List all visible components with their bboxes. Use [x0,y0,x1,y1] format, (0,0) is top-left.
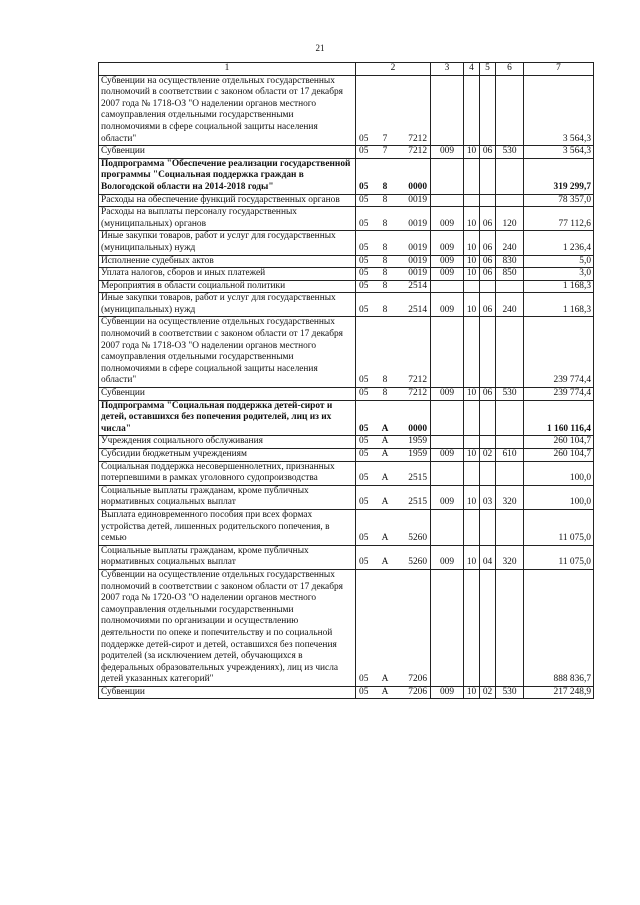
row-col6 [496,194,524,207]
header-cell: 2 [356,63,431,76]
row-code-cell [356,686,431,699]
row-name: Иные закупки товаров, работ и услуг для государственных (муниципальных) нужд [99,293,356,317]
row-col5: 06 [480,293,496,317]
row-code-cell [356,569,431,686]
row-col3 [431,400,464,436]
header-cell: 6 [496,63,524,76]
row-col6: 320 [496,485,524,509]
row-sum: 888 836,7 [524,569,594,686]
row-sum: 3 564,3 [524,146,594,159]
row-col6: 610 [496,449,524,462]
row-col5: 06 [480,388,496,401]
row-code-cell [356,400,431,436]
row-code-cell [356,485,431,509]
code-subsection: 7 [382,146,388,157]
row-col4: 10 [464,231,480,255]
row-col4: 10 [464,449,480,462]
row-sum: 100,0 [524,485,594,509]
row-name: Мероприятия в области социальной политики [99,280,356,293]
row-col6 [496,280,524,293]
row-col6: 850 [496,268,524,281]
row-col4 [464,461,480,485]
row-sum: 5,0 [524,255,594,268]
code-item: 2514 [408,304,427,315]
row-col3 [431,509,464,545]
code-section: 05 [359,181,369,192]
row-col4: 10 [464,268,480,281]
row-sum: 77 112,6 [524,207,594,231]
table-row [99,75,594,146]
code-section: 05 [359,497,369,508]
row-col3: 009 [431,449,464,462]
row-col3 [431,461,464,485]
code-item: 1959 [408,436,427,447]
row-code-cell [356,280,431,293]
code-item: 0019 [408,268,427,279]
table-row [99,293,594,317]
row-code-cell [356,388,431,401]
code-subsection: 8 [382,181,388,192]
code-section: 05 [359,674,369,685]
row-col4: 10 [464,686,480,699]
code-section: 05 [359,280,369,291]
code-item: 7206 [408,686,427,697]
row-name: Субвенции на осуществление отдельных государственных полномочий в соответствии с законом области от 17 декабря 2007 года № 1718-ОЗ "О наделении органов местного самоуправления отдельными государственными полномочиями в сфере социальной защиты населения области" [99,75,356,146]
row-col3: 009 [431,293,464,317]
row-name: Субсидии бюджетным учреждениям [99,449,356,462]
row-name: Социальные выплаты гражданам, кроме публичных нормативных социальных выплат [99,545,356,569]
row-name: Уплата налогов, сборов и иных платежей [99,268,356,281]
row-name: Социальные выплаты гражданам, кроме публичных нормативных социальных выплат [99,485,356,509]
code-section: 05 [359,388,369,399]
row-col5 [480,569,496,686]
row-col6: 120 [496,207,524,231]
table-row [99,388,594,401]
code-section: 05 [359,375,369,386]
row-code-cell [356,449,431,462]
code-item: 7212 [408,388,427,399]
row-sum: 78 357,0 [524,194,594,207]
row-sum: 239 774,4 [524,388,594,401]
code-item: 5260 [408,557,427,568]
table-row [99,255,594,268]
code-item: 7212 [408,375,427,386]
row-col4: 10 [464,545,480,569]
code-item: 0019 [408,255,427,266]
code-subsection: 8 [382,194,388,205]
row-code-cell [356,231,431,255]
code-subsection: А [381,473,389,484]
row-col6: 830 [496,255,524,268]
row-col4: 10 [464,207,480,231]
row-col5: 06 [480,255,496,268]
code-section: 05 [359,194,369,205]
code-section: 05 [359,218,369,229]
header-cell: 7 [524,63,594,76]
code-item: 7206 [408,674,427,685]
code-item: 0000 [408,423,427,434]
row-col5 [480,461,496,485]
row-col3: 009 [431,268,464,281]
code-section: 05 [359,686,369,697]
row-sum: 11 075,0 [524,545,594,569]
code-subsection: А [381,497,389,508]
code-subsection: А [381,449,389,459]
table-row [99,194,594,207]
row-name: Подпрограмма "Обеспечение реализации государственной программы "Социальная поддержка граждан в Вологодской области на 2014-2018 годы" [99,158,356,194]
code-item: 7212 [408,146,427,157]
row-col6: 530 [496,146,524,159]
row-col3: 009 [431,255,464,268]
row-sum: 1 168,3 [524,280,594,293]
row-sum: 100,0 [524,461,594,485]
row-col4: 10 [464,388,480,401]
code-section: 05 [359,146,369,157]
code-section: 05 [359,436,369,447]
row-sum: 260 104,7 [524,436,594,449]
row-col3: 009 [431,388,464,401]
row-code-cell [356,268,431,281]
row-col5: 02 [480,686,496,699]
table-row [99,485,594,509]
code-subsection: А [381,533,389,544]
row-col5: 06 [480,268,496,281]
row-col6 [496,569,524,686]
table-row [99,436,594,449]
row-name: Учреждения социального обслуживания [99,436,356,449]
row-name: Субвенции [99,388,356,401]
row-col3: 009 [431,146,464,159]
row-col5 [480,158,496,194]
row-col4 [464,194,480,207]
row-col5 [480,194,496,207]
code-subsection: 7 [382,133,388,144]
table-row [99,509,594,545]
row-col6: 530 [496,686,524,699]
code-item: 0019 [408,218,427,229]
row-col4: 10 [464,485,480,509]
row-code-cell [356,75,431,146]
table-row [99,158,594,194]
code-subsection: 8 [382,268,388,279]
code-item: 1959 [408,449,427,459]
row-col6 [496,75,524,146]
row-sum: 1 168,3 [524,293,594,317]
row-col6: 240 [496,293,524,317]
row-col4: 10 [464,293,480,317]
row-sum: 239 774,4 [524,317,594,388]
code-item: 0019 [408,242,427,253]
code-subsection: 8 [382,388,388,399]
code-section: 05 [359,242,369,253]
row-code-cell [356,146,431,159]
row-sum: 217 248,9 [524,686,594,699]
row-col4 [464,400,480,436]
row-col4 [464,317,480,388]
row-col3: 009 [431,545,464,569]
code-item: 5260 [408,533,427,544]
code-subsection: 8 [382,255,388,266]
row-col4 [464,509,480,545]
row-sum: 3,0 [524,268,594,281]
row-sum: 1 236,4 [524,231,594,255]
row-code-cell [356,207,431,231]
code-item: 0019 [408,194,427,205]
header-cell: 1 [99,63,356,76]
table-row [99,280,594,293]
row-col4 [464,436,480,449]
row-sum: 319 299,7 [524,158,594,194]
table-row [99,686,594,699]
row-name: Исполнение судебных актов [99,255,356,268]
row-sum: 11 075,0 [524,509,594,545]
row-code-cell [356,461,431,485]
table-row [99,545,594,569]
table-row [99,317,594,388]
row-col5: 04 [480,545,496,569]
row-code-cell [356,293,431,317]
code-subsection: 8 [382,242,388,253]
row-col4: 10 [464,255,480,268]
row-col5 [480,436,496,449]
table-row [99,231,594,255]
code-section: 05 [359,133,369,144]
row-col5: 06 [480,231,496,255]
row-col6 [496,461,524,485]
table-row [99,268,594,281]
row-col3 [431,158,464,194]
row-code-cell [356,194,431,207]
code-subsection: 8 [382,304,388,315]
row-name: Расходы на выплаты персоналу государственных (муниципальных) органов [99,207,356,231]
code-section: 05 [359,423,369,434]
code-subsection: А [381,557,389,568]
table-row [99,461,594,485]
row-col5 [480,75,496,146]
row-col3: 009 [431,485,464,509]
row-col5: 03 [480,485,496,509]
row-col5: 06 [480,207,496,231]
code-section: 05 [359,473,369,484]
row-sum: 1 160 116,4 [524,400,594,436]
code-subsection: А [381,674,389,685]
row-col4 [464,75,480,146]
row-col6 [496,509,524,545]
row-col6 [496,317,524,388]
row-name: Подпрограмма "Социальная поддержка детей-сирот и детей, оставшихся без попечения родителей, лиц из их числа" [99,400,356,436]
row-col6 [496,436,524,449]
row-name: Субвенции на осуществление отдельных государственных полномочий в соответствии с законом области от 17 декабря 2007 года № 1720-ОЗ "О наделении органов местного самоуправления отдельными государственными полномочиями по организации и осуществлению деятельности по опеке и попечительству и по социальной поддержке детей-сирот и детей, оставшихся без попечения родителей (за исключением детей, обучающихся в федеральных образовательных учреждениях), лиц из числа детей указанных категорий" [99,569,356,686]
row-col3 [431,194,464,207]
code-section: 05 [359,449,369,459]
row-col6 [496,400,524,436]
row-col6: 530 [496,388,524,401]
row-col5 [480,317,496,388]
row-col4 [464,158,480,194]
table-row [99,569,594,686]
row-col6: 320 [496,545,524,569]
header-cell: 3 [431,63,464,76]
row-sum: 3 564,3 [524,75,594,146]
row-col6: 240 [496,231,524,255]
code-section: 05 [359,557,369,568]
row-name: Расходы на обеспечение функций государственных органов [99,194,356,207]
code-section: 05 [359,255,369,266]
table-row [99,400,594,436]
page-number: 21 [315,43,325,53]
row-name: Социальная поддержка несовершеннолетних, признанных потерпевшими в рамках уголовного судопроизводства [99,461,356,485]
row-code-cell [356,509,431,545]
code-item: 2515 [408,497,427,508]
header-cell: 4 [464,63,480,76]
row-code-cell [356,158,431,194]
code-item: 2514 [408,280,427,291]
table-row [99,146,594,159]
code-section: 05 [359,268,369,279]
code-item: 0000 [408,181,427,192]
header-cell: 5 [480,63,496,76]
row-code-cell [356,317,431,388]
row-code-cell [356,255,431,268]
row-col5 [480,509,496,545]
code-subsection: А [381,423,389,434]
table-row [99,207,594,231]
row-col3: 009 [431,686,464,699]
row-col4 [464,280,480,293]
row-col5: 06 [480,146,496,159]
row-col3 [431,317,464,388]
row-col3: 009 [431,207,464,231]
code-item: 2515 [408,473,427,484]
code-section: 05 [359,304,369,315]
row-col5 [480,280,496,293]
row-col5: 02 [480,449,496,462]
row-col4: 10 [464,146,480,159]
row-name: Субвенции на осуществление отдельных государственных полномочий в соответствии с законом области от 17 декабря 2007 года № 1718-ОЗ "О наделении органов местного самоуправления отдельными государственными полномочиями в сфере социальной защиты населения области" [99,317,356,388]
code-subsection: 8 [382,280,388,291]
row-name: Субвенции [99,686,356,699]
code-item: 7212 [408,133,427,144]
row-col6 [496,158,524,194]
table-row [99,449,594,462]
row-code-cell [356,436,431,449]
row-sum: 260 104,7 [524,449,594,462]
row-name: Выплата единовременного пособия при всех формах устройства детей, лишенных родительского попечения, в семью [99,509,356,545]
budget-table [98,62,594,699]
code-subsection: 8 [382,218,388,229]
row-col5 [480,400,496,436]
row-col4 [464,569,480,686]
row-name: Иные закупки товаров, работ и услуг для государственных (муниципальных) нужд [99,231,356,255]
code-subsection: 8 [382,375,388,386]
row-col3 [431,436,464,449]
row-col3 [431,280,464,293]
code-subsection: А [381,686,389,697]
row-code-cell [356,545,431,569]
row-col3 [431,75,464,146]
code-subsection: А [381,436,389,447]
row-col3: 009 [431,231,464,255]
row-col3 [431,569,464,686]
code-section: 05 [359,533,369,544]
row-name: Субвенции [99,146,356,159]
table-header-row [99,63,594,76]
